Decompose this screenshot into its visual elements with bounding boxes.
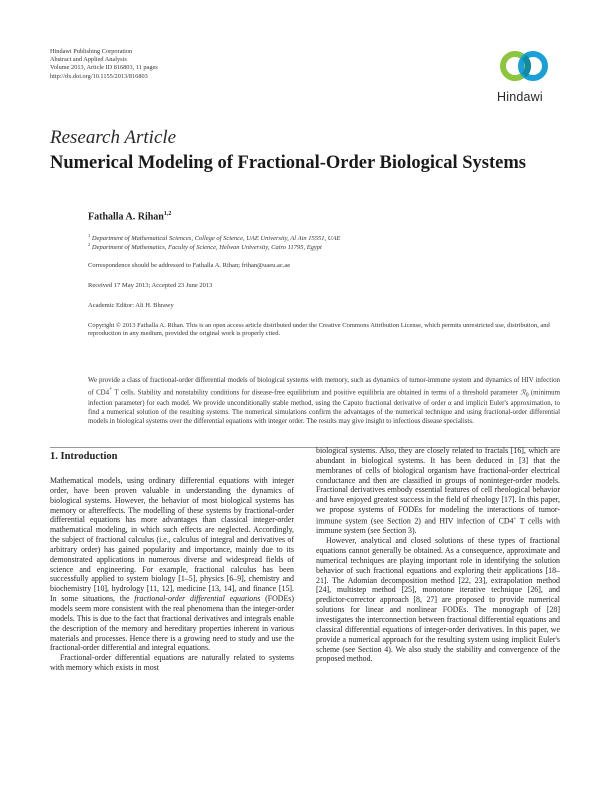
- academic-editor: Academic Editor: Ali H. Bhrawy: [88, 302, 174, 309]
- logo-wordmark: Hindawi: [497, 90, 543, 104]
- superscript: +: [513, 516, 517, 522]
- superscript: +: [109, 386, 113, 393]
- doi-link[interactable]: http://dx.doi.org/10.1155/2013/816803: [50, 72, 148, 80]
- hindawi-rings-icon: [494, 44, 558, 90]
- copyright-notice: Copyright © 2013 Fathalla A. Rihan. This is an open access article distributed under the Creative Commons Attribution License, which permits unrestricted use, distribution, and reproduction in any medium, provided the original work is properly cited.: [88, 322, 550, 338]
- publication-info: [50, 48, 158, 81]
- paragraph-text: T cells with immune system (see Section 3).: [316, 516, 560, 536]
- left-column: [50, 476, 294, 673]
- volume-info: Volume 2013, Article ID 816803, 11 pages: [50, 64, 158, 72]
- abstract-text: We provide a class of fractional-order differential models of biological systems with memory, such as dynamics of tumor-immune system and dynamics of HIV infection of CD4: [88, 377, 560, 397]
- affiliation-mark: 1: [88, 233, 91, 238]
- paragraph-text: (FODEs) models seem more consistent with the real phenomena than the integer-order models. This is due to the fact that fractional derivatives and integrals enable the description of the memory and hereditary properties inherent in various materials and processes. Hence there is a growing need to study and use the fractional-order differential and integral equations.: [50, 594, 294, 653]
- paragraph: [50, 476, 294, 653]
- threshold-symbol: ℛ: [520, 389, 526, 397]
- author: [88, 211, 171, 222]
- hindawi-logo: [494, 44, 558, 106]
- paragraph: Fractional-order differential equations are naturally related to systems with memory which exists in most: [50, 653, 294, 673]
- section-heading: 1. Introduction: [50, 451, 118, 462]
- emphasis-text: fractional-order differential equations: [134, 594, 261, 604]
- affiliation-text: Department of Mathematical Sciences, College of Science, UAE University, Al Ain 15551, UAE: [91, 235, 341, 243]
- author-name: Fathalla A. Rihan: [88, 211, 164, 223]
- paragraph-text: Mathematical models, using ordinary differential equations with integer order, have been proven valuable in understanding the dynamics of biological systems. However, the behavior of most biological systems has memory or aftereffects. The modelling of these systems by fractional-order differential equations has more advantages than classical integer-order mathematical modeling, in which such effects are neglected. Accordingly, the subject of fractional calculus (i.e., calculus of integral and derivatives of arbitrary order) has gained popularity and importance, mainly due to its demonstrated applications in numerous diverse and widespread fields of science and engineering. For example, fractional calculus has been successfully applied to system biology [1–5], physics [6–9], chemistry and biochemistry [10], hydrology [11, 12], medicine [13, 14], and finance [15]. In some situations, the: [50, 476, 294, 604]
- paragraph: However, analytical and closed solutions of these types of fractional equations cannot generally be obtained. As a consequence, approximate and numerical techniques are playing important role in identifying the solution behavior of such fractional equations and exploring their applications [18–21]. The Adomian decomposition method [22, 23], extrapolation method [24], multistep method [25], monotone iterative technique [26], and predictor-corrector approach [8, 27] are proposed to provide numerical solutions for linear and nonlinear FODEs. The monograph of [28] investigates the interconnection between fractional differential equations and classical differential equations of integer-order derivatives. In this paper, we provide a numerical approach for the resulting system using implicit Euler's scheme (see Section 4). We also study the stability and convergence of the proposed method.: [316, 536, 560, 664]
- author-affil-marks: 1,2: [163, 211, 172, 217]
- abstract: [88, 377, 560, 427]
- paragraph-text: biological systems. Also, they are closely related to fractals [16], which are abundant in biological systems. It has been deduced in [3] that the membranes of cells of biological organism have fractional-order electrical conductance and then are classified in groups of noninteger-order models. Fractional derivatives embody essential features of cell rheological behavior and have enjoyed greatest success in the field of rheology [17]. In this paper, we propose systems of FODEs for modeling the interactions of tumor-immune system (see Section 2) and HIV infection of CD4: [316, 446, 560, 526]
- received-accepted-dates: Received 17 May 2013; Accepted 23 June 2013: [88, 282, 213, 289]
- affiliation-2: [88, 241, 558, 252]
- abstract-text: (minimum infection parameter) for each model. We provide unconditionally stable method, using the Caputo fractional derivative of order α and implicit Euler's approximation, to find a numerical solution of the resulting systems. The numerical simulations confirm the advantages of the numerical technique and using fractional-order differential models in biological systems over the differential equations with integer order. The results may give insight to infectious disease specialists.: [88, 389, 560, 426]
- publisher-name: Hindawi Publishing Corporation: [50, 48, 133, 55]
- affiliation-text: Department of Mathematics, Faculty of Science, Helwan University, Cairo 11795, Egypt: [91, 244, 322, 252]
- abstract-text: T cells. Stability and nonstability conditions for disease-free equilibrium and positive equilibria are obtained in terms of a threshold parameter: [112, 389, 521, 397]
- subscript: 0: [525, 392, 529, 399]
- affiliation-mark: 2: [88, 242, 91, 247]
- right-column: [316, 446, 560, 664]
- paper-title: Numerical Modeling of Fractional-Order Biological Systems: [50, 153, 526, 173]
- article-type: Research Article: [50, 127, 177, 148]
- journal-name: Abstract and Applied Analysis: [50, 56, 127, 64]
- paragraph: [316, 446, 560, 536]
- correspondence: Correspondence should be addressed to Fathalla A. Rihan; frihan@uaeu.ac.ae: [88, 262, 291, 269]
